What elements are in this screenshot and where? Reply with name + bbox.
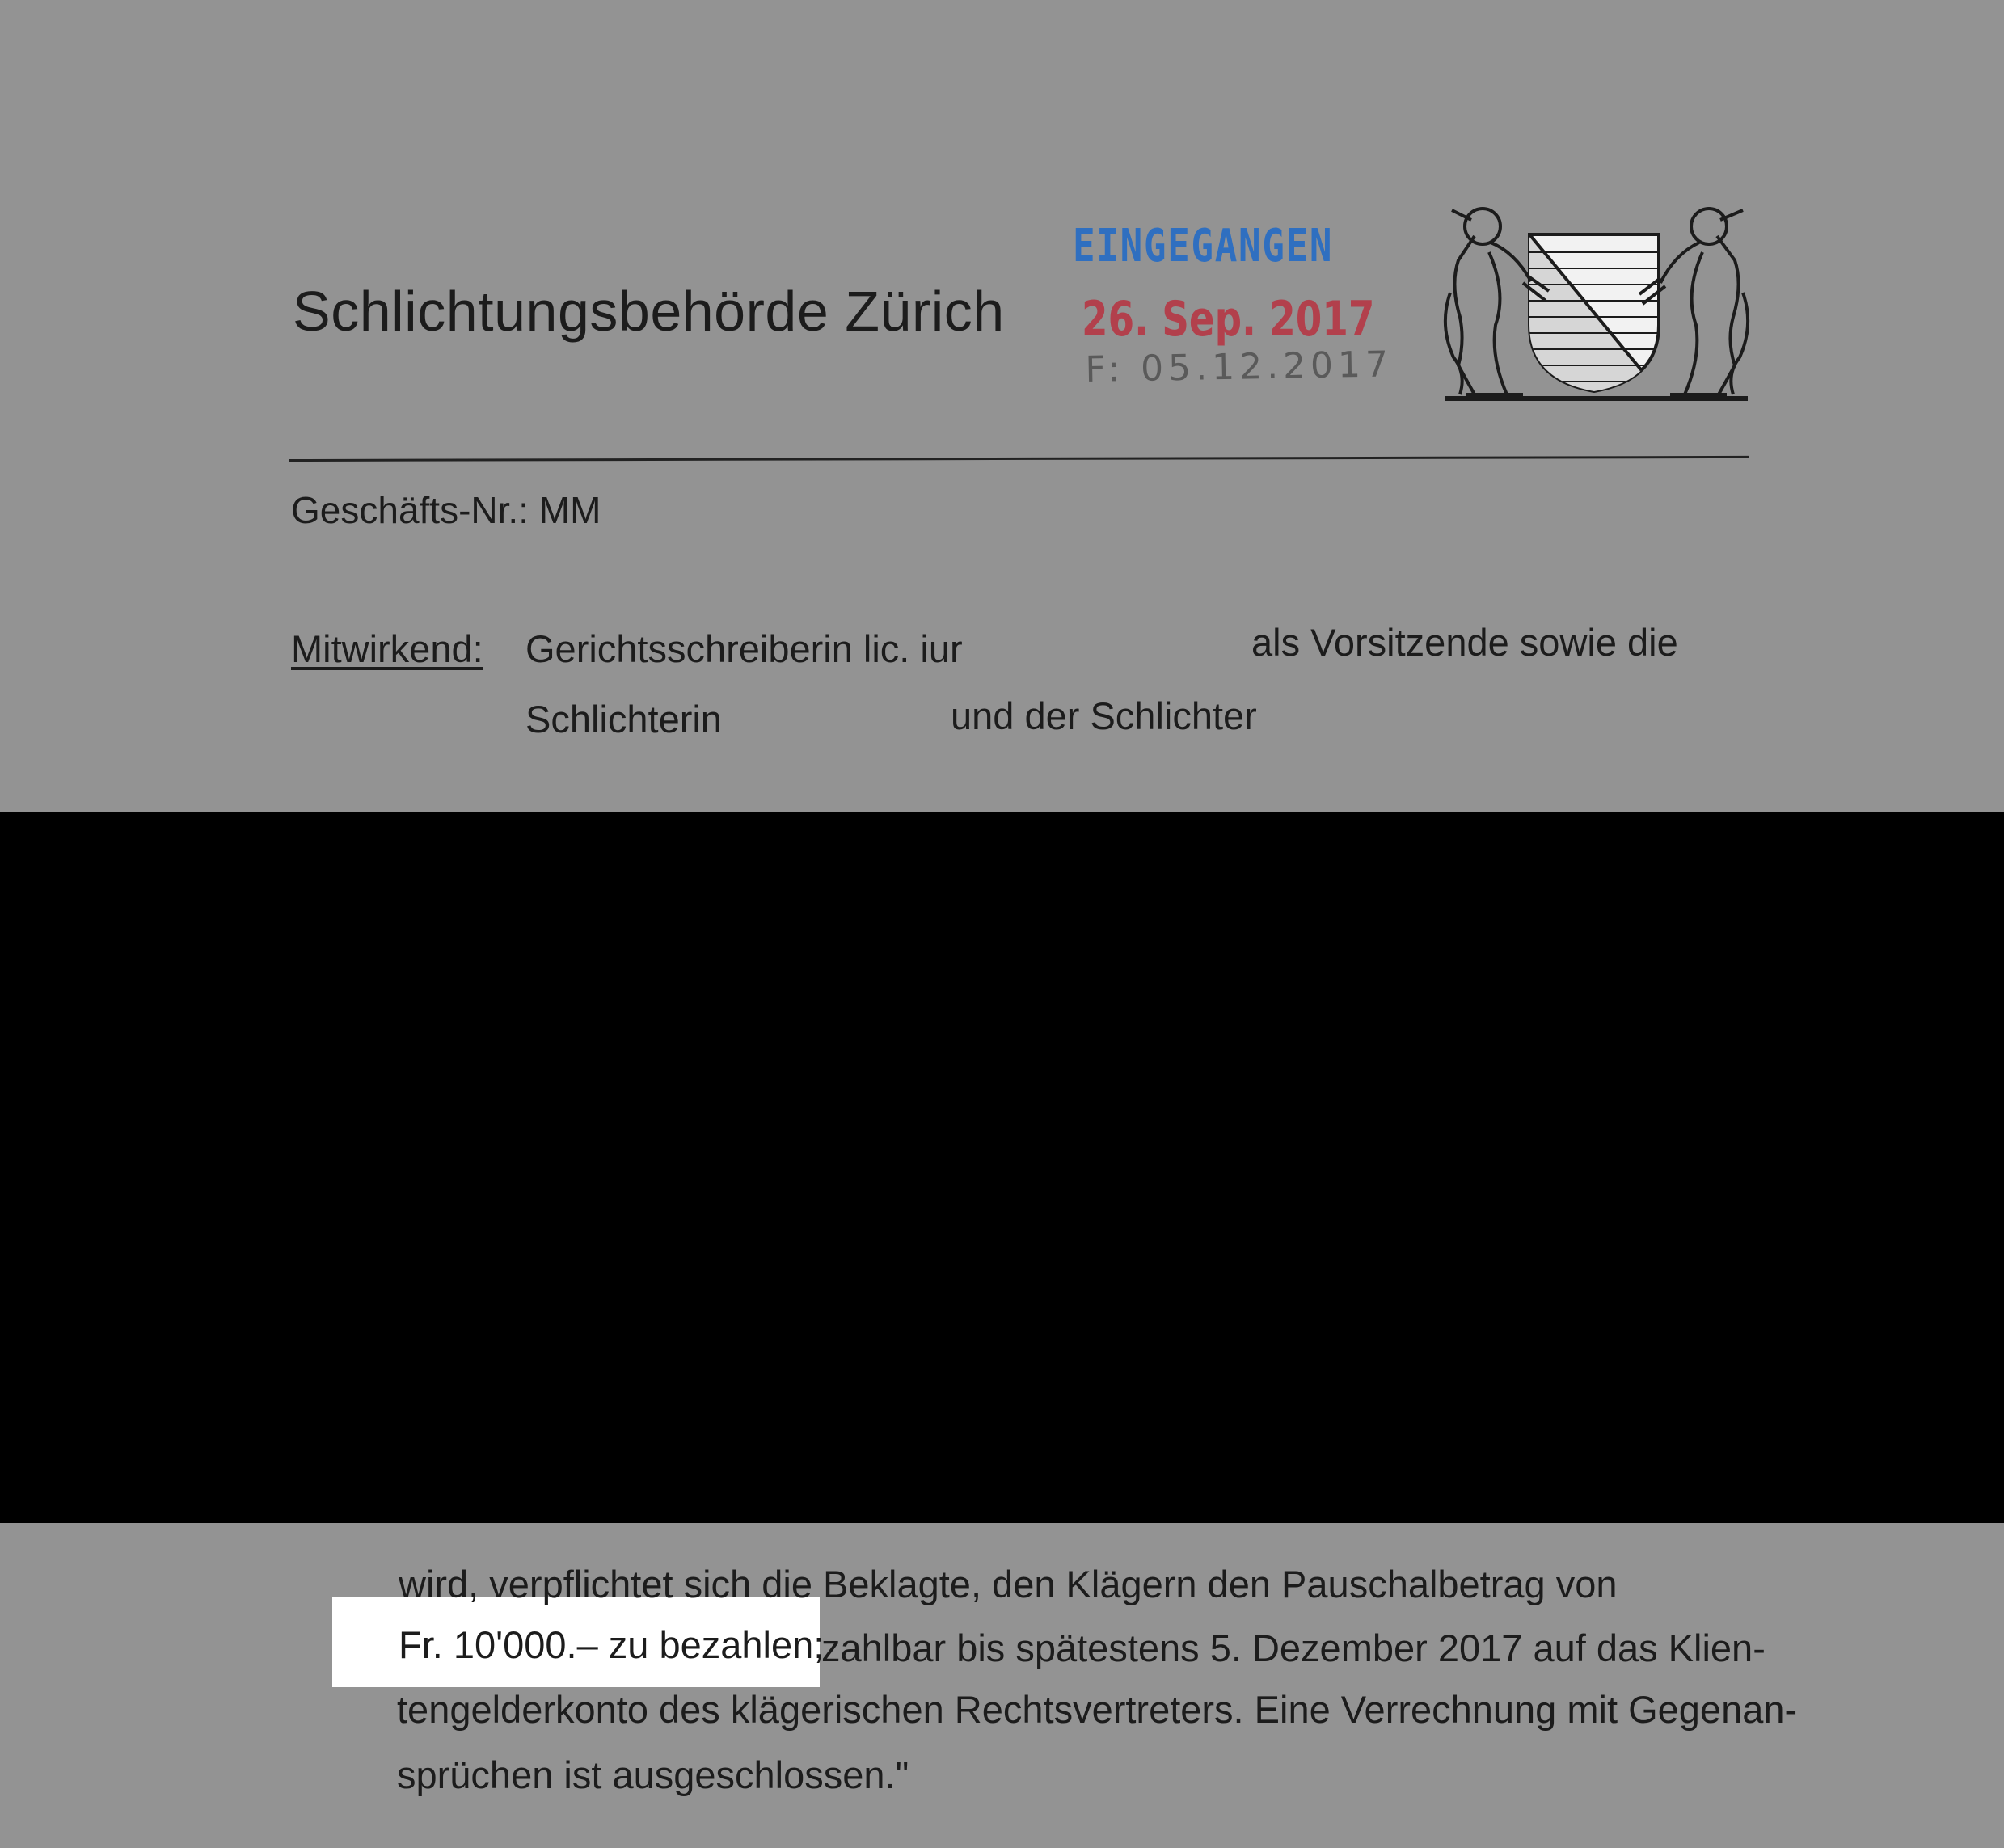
- authority-title: Schlichtungsbehörde Zürich: [293, 280, 1005, 343]
- zurich-shield-icon: [1529, 234, 1673, 391]
- participants-label: Mitwirkend:: [291, 627, 483, 670]
- coat-of-arms-emblem: [1442, 204, 1751, 407]
- received-stamp: EINGEGANGEN: [1073, 220, 1334, 272]
- participants-line2-right: und der Schlichter: [951, 694, 1257, 737]
- excerpt-line-3: tengelderkonto des klägerischen Rechtsvertreters. Eine Verrechnung mit Gegenan-: [397, 1688, 1798, 1731]
- excerpt-line-2: zahlbar bis spätestens 5. Dezember 2017 auf das Klien-: [821, 1626, 1766, 1669]
- excerpt-line-4: sprüchen ist ausgeschlossen.": [397, 1753, 909, 1796]
- excerpt-line-1: wird, verpflichtet sich die Beklagte, den Klägern den Pauschalbetrag von: [399, 1563, 1618, 1605]
- participants-line1-right: als Vorsitzende sowie die: [1251, 621, 1678, 664]
- emblem-base: [1445, 396, 1748, 401]
- received-date-stamp: 26. Sep. 2017: [1082, 291, 1375, 348]
- header-rule: [289, 456, 1749, 462]
- case-number: Geschäfts-Nr.: MM: [291, 489, 601, 531]
- excerpt-amount: Fr. 10'000.– zu bezahlen;: [399, 1623, 825, 1666]
- handwritten-deadline-note: F: 05.12.2017: [1085, 344, 1394, 390]
- participants-line2-left: Schlichterin: [525, 698, 722, 740]
- participants-line1-left: Gerichtsschreiberin lic. iur: [525, 627, 963, 670]
- redaction-block: [0, 812, 2004, 1523]
